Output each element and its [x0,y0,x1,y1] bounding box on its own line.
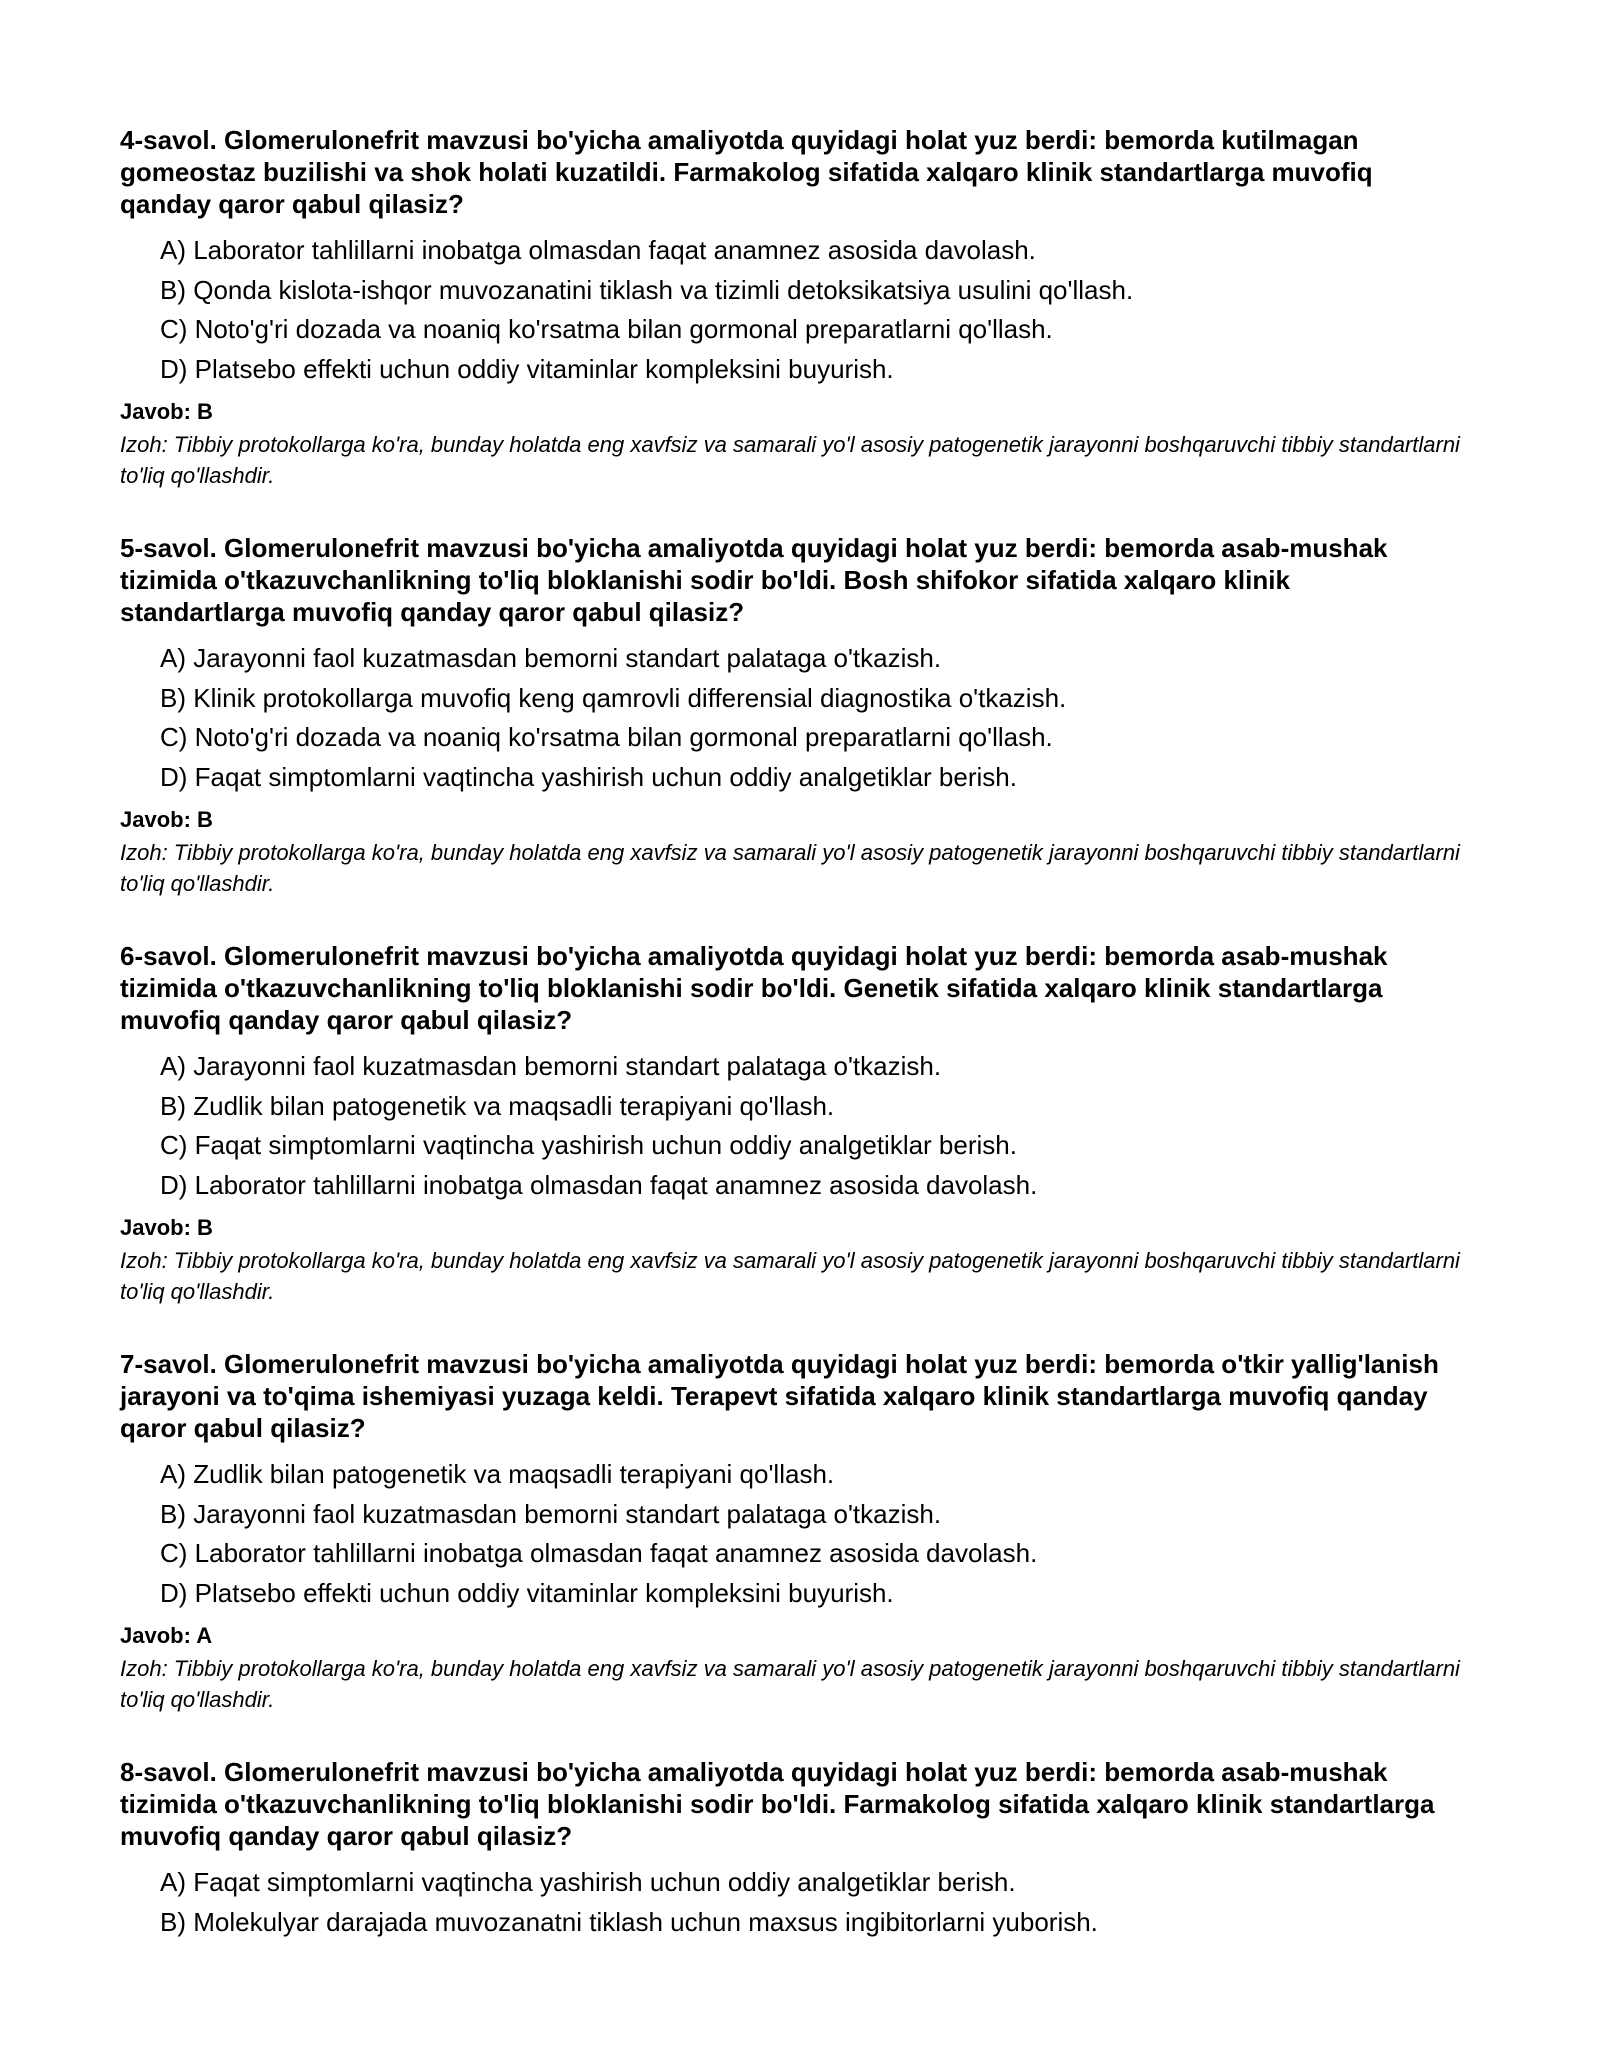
question-block [120,532,1460,899]
option-a: A) Faqat simptomlarni vaqtincha yashirish uchun oddiy analgetiklar berish. [160,1867,1016,1897]
option-d: D) Platsebo effekti uchun oddiy vitaminlar kompleksini buyurish. [160,1577,894,1608]
option-c: C) Faqat simptomlarni vaqtincha yashirish uchun oddiy analgetiklar berish. [160,1130,1017,1160]
explanation-note: Izoh: Tibbiy protokollarga ko'ra, bunday holatda eng xavfsiz va samarali yo'l asosiy patogenetik jarayonni boshqaruvchi tibbiy standartlarni to'liq qo'llashdir. [120,432,1460,488]
answer-value: A [196,1623,213,1648]
option-c: C) Laborator tahlillarni inobatga olmasdan faqat anamnez asosida davolash. [160,1538,1038,1568]
answer-label: Javob: [120,1215,191,1240]
answer-options [120,1047,1460,1205]
option-a: A) Laborator tahlillarni inobatga olmasdan faqat anamnez asosida davolash. [160,235,1036,265]
answer-value: B [197,807,213,832]
question-block [120,1348,1460,1715]
document-page [120,124,1460,1983]
option-b: B) Molekulyar darajada muvozanatni tiklash uchun maxsus ingibitorlarni yuborish. [160,1906,1098,1937]
question-block [120,124,1460,491]
option-d: D) Laborator tahlillarni inobatga olmasdan faqat anamnez asosida davolash. [160,1169,1038,1200]
question-title: 4-savol. Glomerulonefrit mavzusi bo'yicha amaliyotda quyidagi holat yuz berdi: bemorda kutilmagan gomeostaz buzilishi va shok holati kuzatildi. Farmakolog sifatida xalqaro klinik standartlarga muvofiq qanday qaror qabul qilasiz? [120,125,1373,219]
answer-label: Javob: [120,1623,191,1648]
answer-label: Javob: [120,807,191,832]
answer-line [120,399,1460,425]
question-block [120,1756,1460,1942]
answer-options [120,1455,1460,1613]
answer-line [120,1623,1460,1649]
answer-line [120,1215,1460,1241]
option-b: B) Jarayonni faol kuzatmasdan bemorni standart palataga o'tkazish. [160,1498,942,1529]
option-d: D) Faqat simptomlarni vaqtincha yashirish uchun oddiy analgetiklar berish. [160,761,1017,792]
explanation-note: Izoh: Tibbiy protokollarga ko'ra, bunday holatda eng xavfsiz va samarali yo'l asosiy patogenetik jarayonni boshqaruvchi tibbiy standartlarni to'liq qo'llashdir. [120,840,1460,896]
question-title: 8-savol. Glomerulonefrit mavzusi bo'yicha amaliyotda quyidagi holat yuz berdi: bemorda asab-mushak tizimida o'tkazuvchanlikning to'liq bloklanishi sodir bo'ldi. Farmakolog sifatida xalqaro klinik standartlarga muvofiq qanday qaror qabul qilasiz? [120,1757,1435,1851]
answer-value: B [197,399,213,424]
answer-options [120,231,1460,389]
option-c: C) Noto'g'ri dozada va noaniq ko'rsatma bilan gormonal preparatlarni qo'llash. [160,314,1053,344]
question-title: 6-savol. Glomerulonefrit mavzusi bo'yicha amaliyotda quyidagi holat yuz berdi: bemorda asab-mushak tizimida o'tkazuvchanlikning to'liq bloklanishi sodir bo'ldi. Genetik sifatida xalqaro klinik standartlarga muvofiq qanday qaror qabul qilasiz? [120,941,1388,1035]
option-b: B) Zudlik bilan patogenetik va maqsadli terapiyani qo'llash. [160,1090,835,1121]
option-d: D) Platsebo effekti uchun oddiy vitaminlar kompleksini buyurish. [160,353,894,384]
explanation-note: Izoh: Tibbiy protokollarga ko'ra, bunday holatda eng xavfsiz va samarali yo'l asosiy patogenetik jarayonni boshqaruvchi tibbiy standartlarni to'liq qo'llashdir. [120,1656,1460,1712]
question-block [120,940,1460,1307]
answer-label: Javob: [120,399,191,424]
option-b: B) Qonda kislota-ishqor muvozanatini tiklash va tizimli detoksikatsiya usulini qo'llash. [160,274,1134,305]
explanation-note: Izoh: Tibbiy protokollarga ko'ra, bunday holatda eng xavfsiz va samarali yo'l asosiy patogenetik jarayonni boshqaruvchi tibbiy standartlarni to'liq qo'llashdir. [120,1248,1460,1304]
answer-options [120,1863,1460,1942]
answer-value: B [197,1215,213,1240]
option-a: A) Jarayonni faol kuzatmasdan bemorni standart palataga o'tkazish. [160,643,942,673]
option-c: C) Noto'g'ri dozada va noaniq ko'rsatma bilan gormonal preparatlarni qo'llash. [160,722,1053,752]
option-a: A) Zudlik bilan patogenetik va maqsadli terapiyani qo'llash. [160,1459,835,1489]
option-b: B) Klinik protokollarga muvofiq keng qamrovli differensial diagnostika o'tkazish. [160,682,1067,713]
question-title: 7-savol. Glomerulonefrit mavzusi bo'yicha amaliyotda quyidagi holat yuz berdi: bemorda o'tkir yallig'lanish jarayoni va to'qima ishemiyasi yuzaga keldi. Terapevt sifatida xalqaro klinik standartlarga muvofiq qanday qaror qabul qilasiz? [120,1349,1439,1443]
answer-options [120,639,1460,797]
answer-line [120,807,1460,833]
question-title: 5-savol. Glomerulonefrit mavzusi bo'yicha amaliyotda quyidagi holat yuz berdi: bemorda asab-mushak tizimida o'tkazuvchanlikning to'liq bloklanishi sodir bo'ldi. Bosh shifokor sifatida xalqaro klinik standartlarga muvofiq qanday qaror qabul qilasiz? [120,533,1388,627]
option-a: A) Jarayonni faol kuzatmasdan bemorni standart palataga o'tkazish. [160,1051,942,1081]
